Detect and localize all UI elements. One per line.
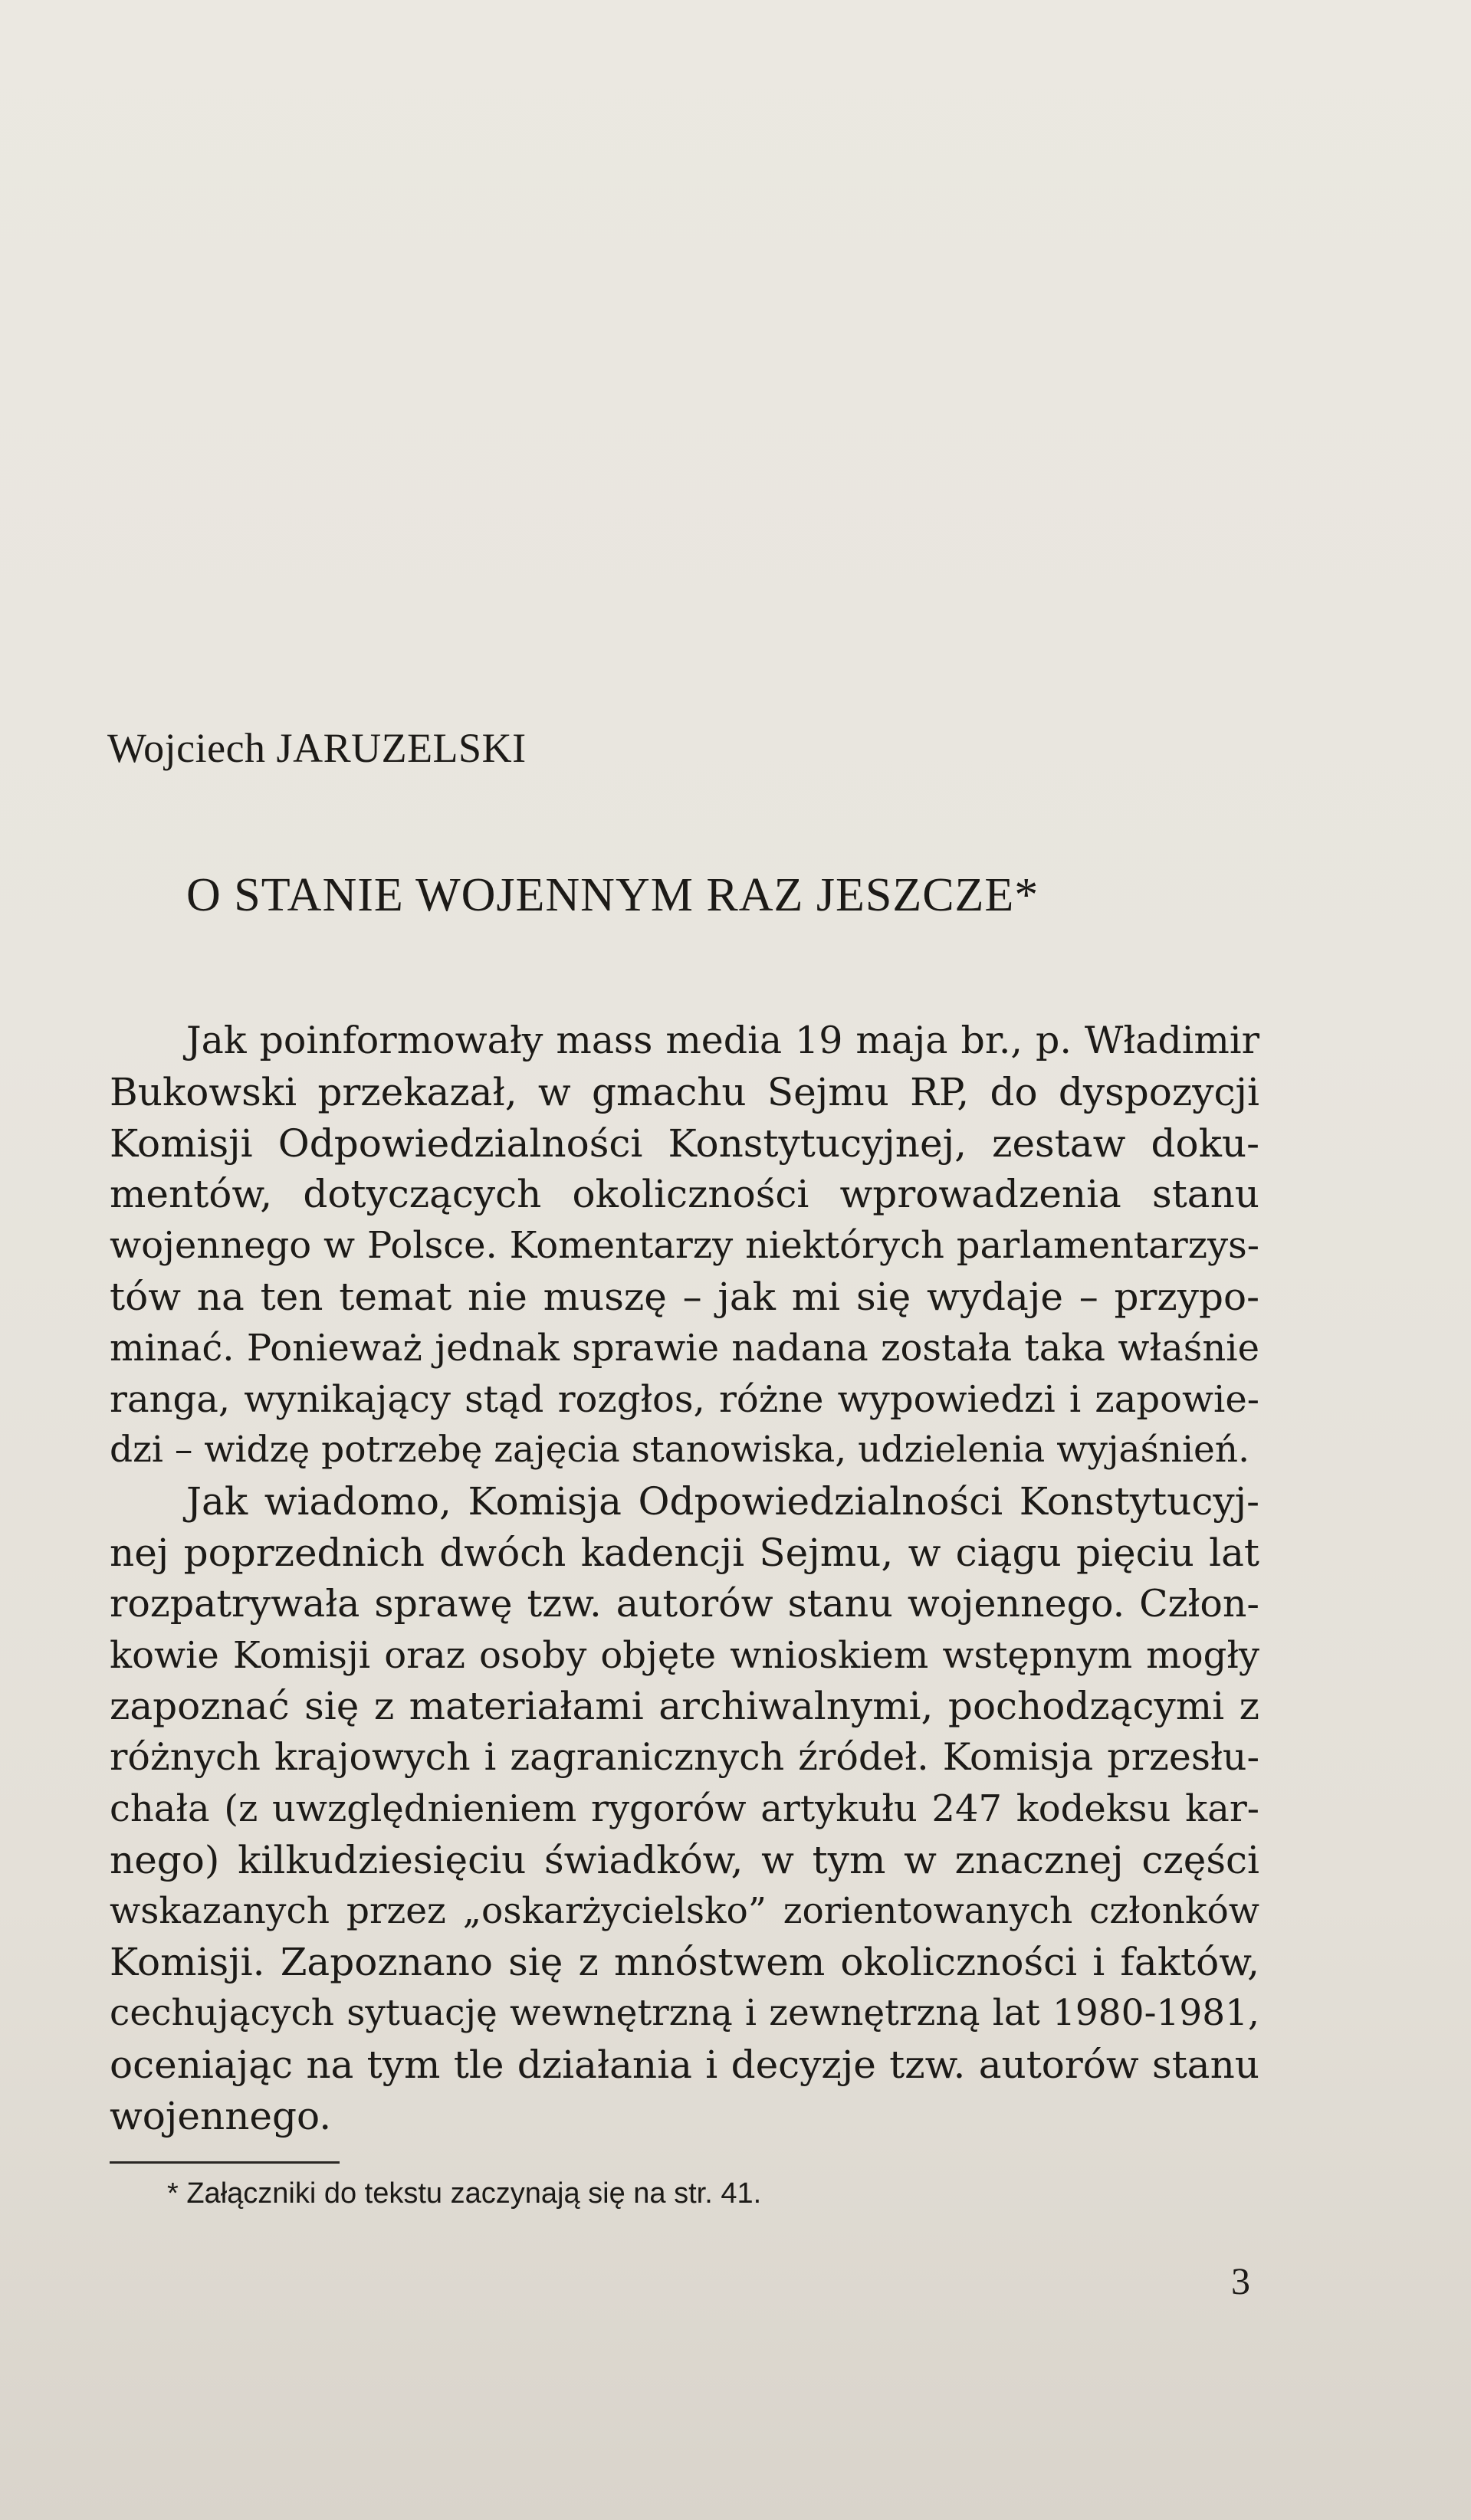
text-line: ranga, wynikający stąd rozgłos, różne wypowiedzi i zapowie-	[110, 1377, 1259, 1421]
text-line: minać. Ponieważ jednak sprawie nadana została taka właśnie	[110, 1326, 1259, 1370]
text-line: cechujących sytuację wewnętrzną i zewnętrzną lat 1980-1981,	[110, 1992, 1259, 2035]
footnote: * Załączniki do tekstu zaczynają się na str. 41.	[167, 2177, 762, 2210]
text-line: kowie Komisji oraz osoby objęte wnioskiem wstępnym mogły	[110, 1633, 1259, 1677]
text-line: tów na ten temat nie muszę – jak mi się wydaje – przypo-	[110, 1274, 1259, 1319]
paragraph-2	[110, 1476, 1259, 2141]
text-line: nej poprzednich dwóch kadencji Sejmu, w ciągu pięciu lat	[110, 1530, 1259, 1575]
text-line: wojennego w Polsce. Komentarzy niektórych parlamentarzys-	[110, 1224, 1259, 1268]
footnote-divider	[110, 2161, 340, 2164]
text-line: Komisji Odpowiedzialności Konstytucyjnej, zestaw doku-	[110, 1121, 1259, 1166]
text-line: zapoznać się z materiałami archiwalnymi, pochodzącymi z	[110, 1684, 1259, 1729]
text-line: rozpatrywała sprawę tzw. autorów stanu wojennego. Człon-	[110, 1581, 1259, 1626]
text-line: różnych krajowych i zagranicznych źródeł. Komisja przesłu-	[110, 1735, 1259, 1780]
text-line: Bukowski przekazał, w gmachu Sejmu RP, do dyspozycji	[110, 1069, 1259, 1114]
text-line: wojennego.	[110, 2093, 332, 2138]
body-text	[110, 1016, 1259, 2142]
text-line: nego) kilkudziesięciu świadków, w tym w znacznej części	[110, 1837, 1259, 1882]
author-name: Wojciech JARUZELSKI	[107, 725, 527, 771]
text-line: Jak poinformowały mass media 19 maja br., p. Władimir	[186, 1019, 1259, 1062]
text-line: wskazanych przez „oskarżycielsko” zorientowanych członków	[110, 1889, 1259, 1932]
paragraph-1	[110, 1016, 1259, 1476]
text-line: mentów, dotyczących okoliczności wprowadzenia stanu	[110, 1172, 1259, 1217]
chapter-title: O STANIE WOJENNYM RAZ JESZCZE*	[186, 869, 1039, 921]
text-line: Jak wiadomo, Komisja Odpowiedzialności Konstytucyj-	[186, 1479, 1259, 1524]
page-number: 3	[1231, 2259, 1250, 2302]
text-line: chała (z uwzględnieniem rygorów artykułu 247 kodeksu kar-	[110, 1787, 1259, 1830]
text-line: dzi – widzę potrzebę zajęcia stanowiska, udzielenia wyjaśnień.	[110, 1429, 1250, 1472]
text-line: Komisji. Zapoznano się z mnóstwem okoliczności i faktów,	[110, 1940, 1259, 1985]
text-line: oceniając na tym tle działania i decyzje tzw. autorów stanu	[110, 2042, 1259, 2087]
